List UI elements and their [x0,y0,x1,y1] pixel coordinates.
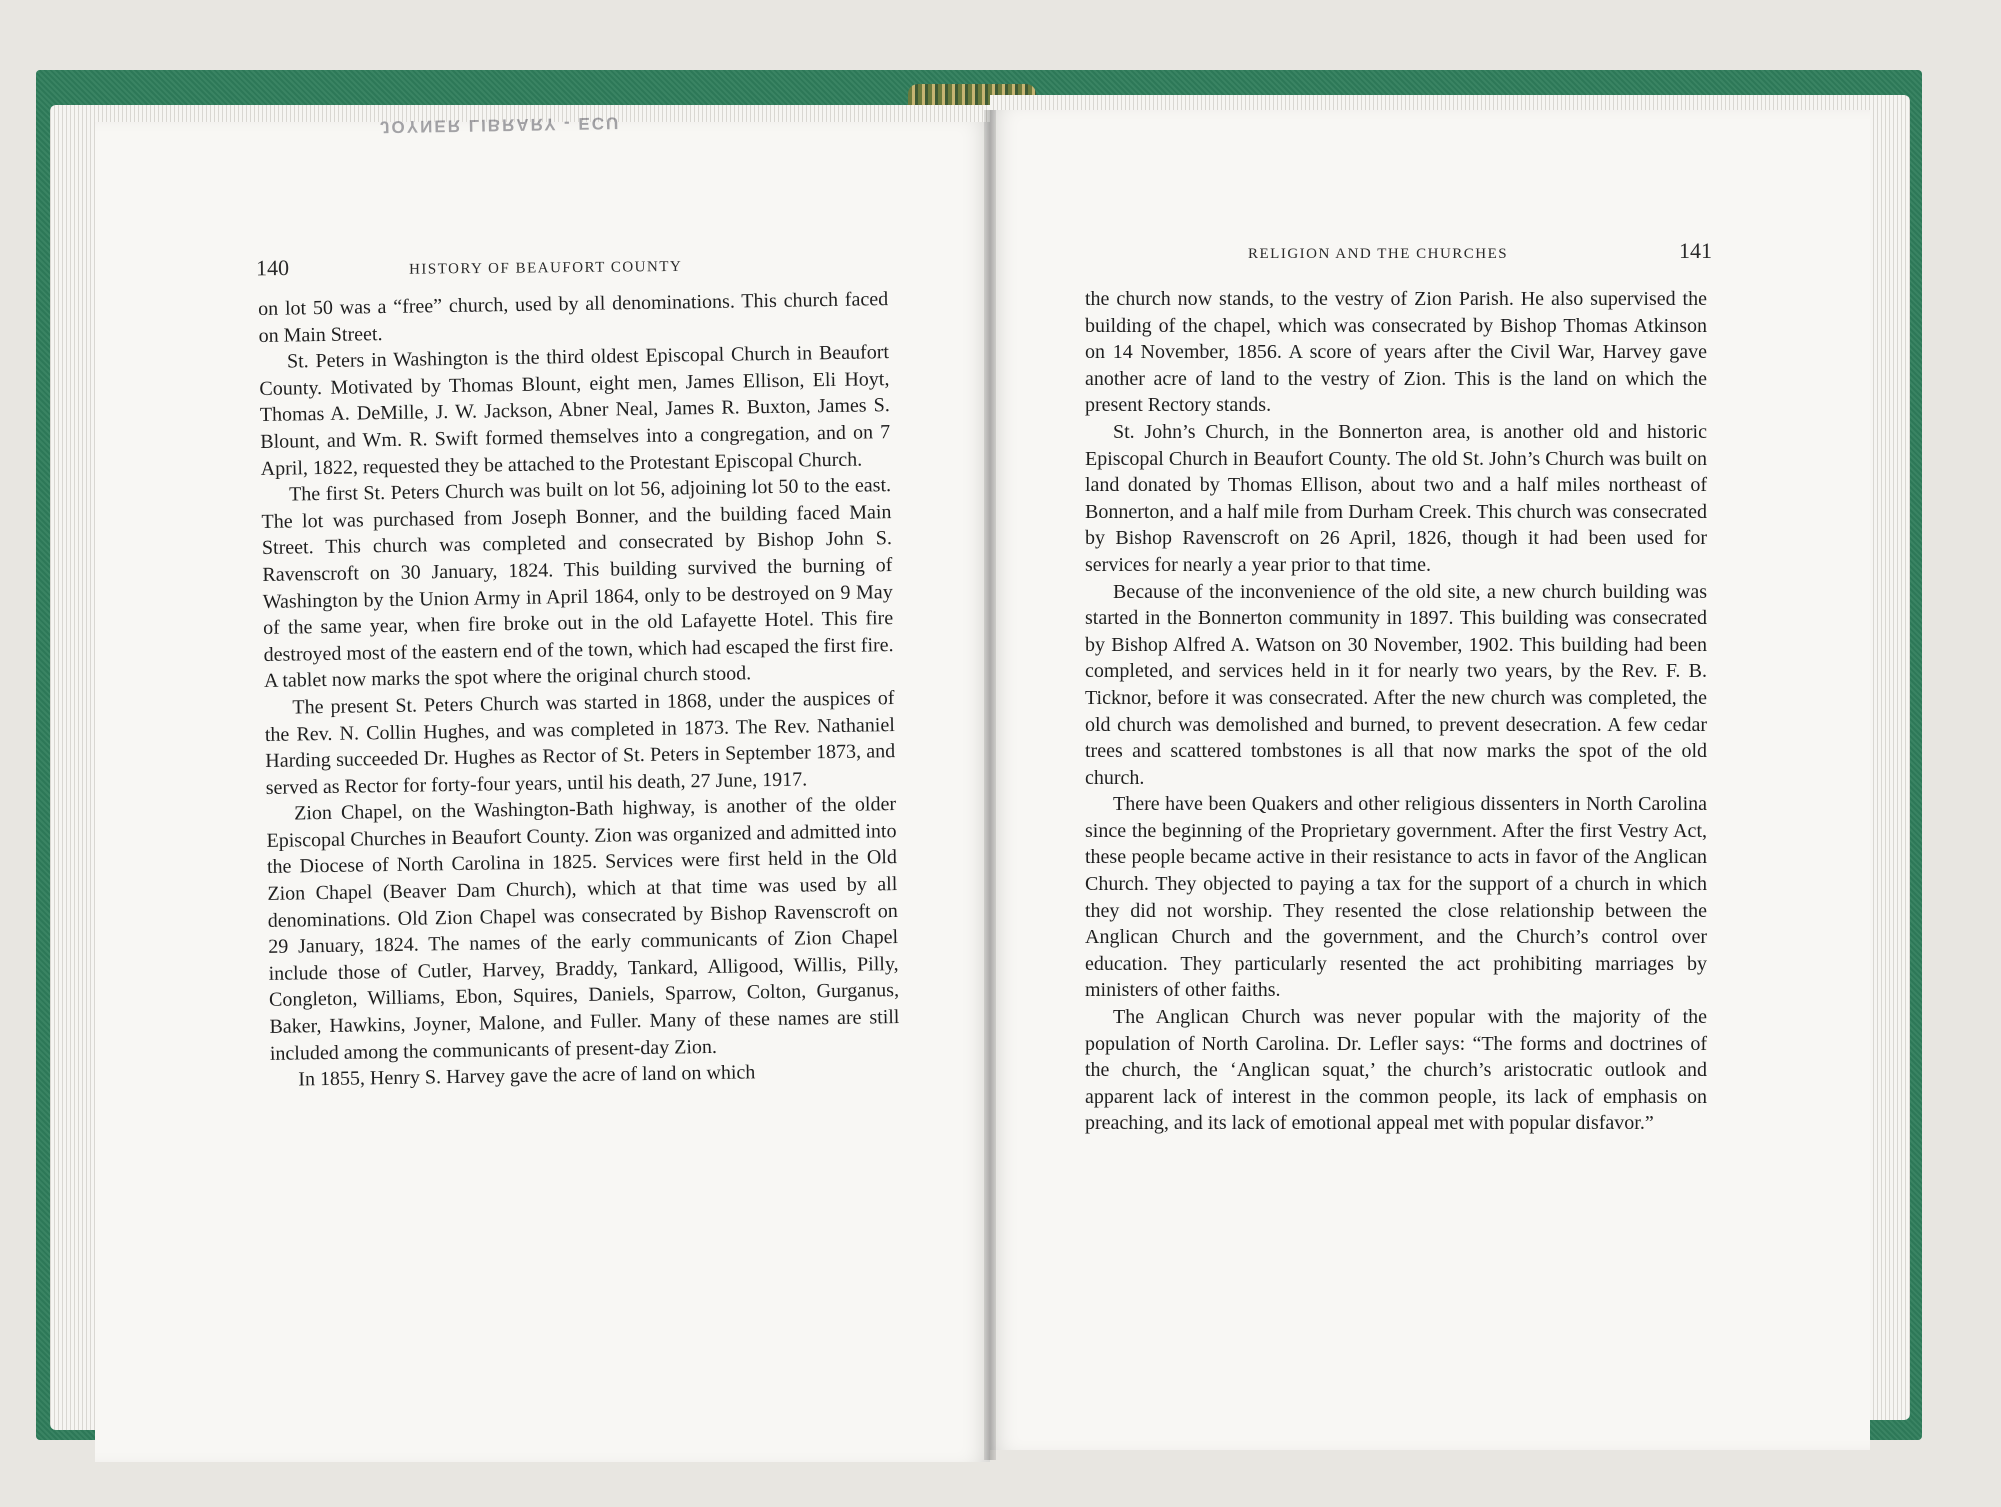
left-page-number: 140 [255,254,290,281]
right-running-title: RELIGION AND THE CHURCHES [1248,246,1509,262]
paragraph: The present St. Peters Church was started in 1868, under the auspices of the Rev. N. Collin Hughes, and was completed in 1873. The Rev. Nathaniel Harding succeeded Dr. Hughes as Rector of St. Peters in September 1873, and served as Rector for forty-four years, until his death, 27 June, 1917. [264,686,896,799]
right-page-number: 141 [1679,238,1712,263]
paragraph: Because of the inconvenience of the old site, a new church building was started in the Bonnerton community in 1897. This building was consecrated by Bishop Alfred A. Watson on 30 November, 1902. This building had been completed, and services held in it for nearly two years, by the Rev. F. B. Ticknor, before it was consecrated. After the new church was completed, the old church was demolished and burned, to prevent desecration. A few cedar trees and scattered tombstones is all that now marks the spot of the old church. [1085,580,1707,789]
right-page-text [1085,286,1707,1137]
left-running-title: HISTORY OF BEAUFORT COUNTY [408,258,683,278]
book-gutter [984,110,996,1460]
paragraph: Zion Chapel, on the Washington-Bath highway, is another of the older Episcopal Churches in Beaufort County. Zion was organized and admitted into the Diocese of North Carolina in 1825. Services were first held in the Old Zion Chapel (Beaver Dam Church), which at that time was used by all denominations. Old Zion Chapel was consecrated by Bishop Ravenscroft on 29 January, 1824. The names of the early communicants of Zion Chapel include those of Cutler, Harvey, Braddy, Tankard, Alligood, Willis, Pilly, Congleton, Williams, Ebon, Squires, Daniels, Sparrow, Colton, Gurganus, Baker, Hawkins, Joyner, Malone, and Fuller. Many of these names are still included among the communicants of present-day Zion. [266,793,900,1065]
paragraph: the church now stands, to the vestry of Zion Parish. He also supervised the building of the chapel, which was consecrated by Bishop Thomas Atkinson on 14 November, 1856. A score of years after the Civil War, Harvey gave another acre of land to the vestry of Zion. This is the land on which the present Rectory stands. [1085,288,1707,417]
paragraph: The Anglican Church was never popular with the majority of the population of North Carolina. Dr. Lefler says: “The forms and doctrines of the church, the ‘Anglican squat,’ the church’s aristocratic outlook and apparent lack of interest in the common people, its lack of emphasis on preaching, and its lack of emotional appeal met with popular disfavor.” [1085,1006,1707,1135]
paragraph: There have been Quakers and other religious dissenters in North Carolina since the beginning of the Proprietary government. After the first Vestry Act, these people became active in their resistance to acts in favor of the Anglican Church. They objected to paying a tax for the support of a church in which they did not worship. They resented the close relationship between the Anglican Church and the government, and the Church’s control over education. They particularly resented the act prohibiting marriages by ministers of other faiths. [1085,793,1707,1002]
library-stamp: JOYNER LIBRARY - ECU [379,113,621,137]
paragraph: St. Peters in Washington is the third oldest Episcopal Church in Beaufort County. Motivated by Thomas Blount, eight men, James Ellison, Eli Hoyt, Thomas A. DeMille, J. W. Jackson, Abner Neal, James R. Buxton, James S. Blount, and Wm. R. Swift formed themselves into a congregation, and on 7 April, 1822, requested they be attached to the Protestant Episcopal Church. [259,341,891,480]
right-running-head [1248,238,1712,264]
paragraph: St. John’s Church, in the Bonnerton area, is another old and historic Episcopal Church in Beaufort County. The old St. John’s Church was built on land donated by Thomas Ellison, about two and a half miles northeast of Bonnerton, and a half mile from Durham Creek. This church was consecrated by Bishop Ravenscroft on 26 April, 1826, though it had been used for services for nearly a year prior to that time. [1085,420,1707,576]
paragraph: on lot 50 was a “free” church, used by all denominations. This church faced on Main Street. [258,288,889,347]
left-page-text [258,286,900,1094]
paragraph: The first St. Peters Church was built on lot 56, adjoining lot 50 to the east. The lot was purchased from Joseph Bonner, and the building faced Main Street. This church was completed and consecrated by Bishop John S. Ravenscroft on 30 January, 1824. This building survived the burning of Washington by the Union Army in April 1864, only to be destroyed on 9 May of the same year, when fire broke out in the old Lafayette Hotel. This fire destroyed most of the eastern end of the town, which had escaped the first fire. A tablet now marks the spot where the original church stood. [261,474,894,693]
paragraph: In 1855, Henry S. Harvey gave the acre of land on which [298,1061,756,1091]
